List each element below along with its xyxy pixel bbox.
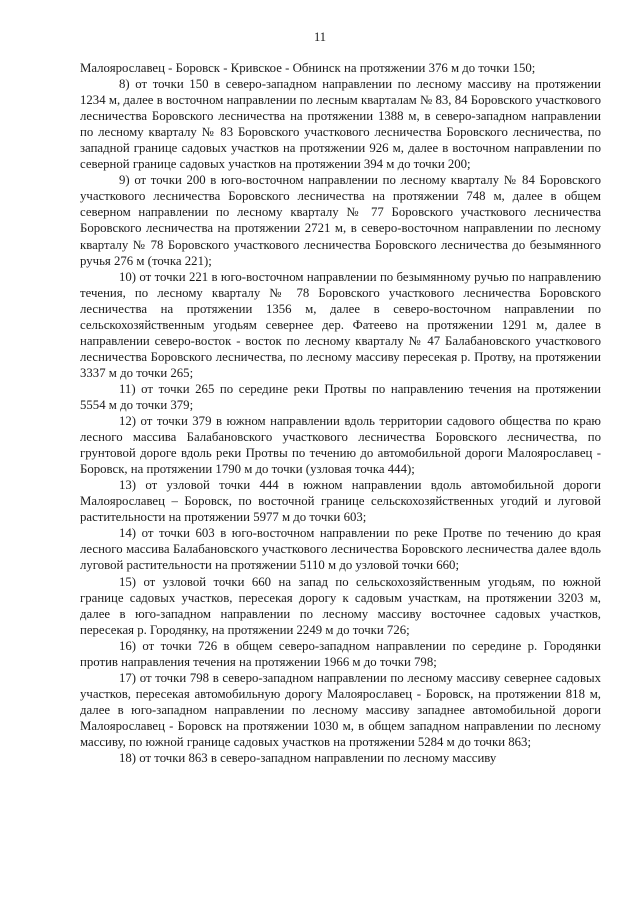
- paragraph-item-18: 18) от точки 863 в северо-западном направлении по лесному массиву: [119, 751, 497, 766]
- paragraph-item-10: 10) от точки 221 в юго-восточном направлении по безымянному ручью по направлению течения, по лесному кварталу № 78 Боровского участкового лесничества Боровского лесничества на протяжении 1356 м, далее в северо-восточном направлении по сельскохозяйственным угодьям севернее дер. Фатеево на протяжении 1291 м, далее в направлении северо-восток - восток по лесному кварталу № 47 Балабановского участкового лесничества Боровского лесничества, по лесному массиву пересекая р. Протву, на протяжении 3337 м до точки 265;: [80, 269, 601, 380]
- page-number: 11: [313, 30, 327, 44]
- paragraph-continuation: Малоярославец - Боровск - Кривское - Обнинск на протяжении 376 м до точки 150;: [80, 61, 536, 75]
- paragraph-item-14: 14) от точки 603 в юго-восточном направлении по реке Протве по течению до края лесного массива Балабановского участкового лесничества Боровского лесничества далее вдоль луговой растительности на протяжении 5110 м до узловой точки 660;: [80, 526, 601, 573]
- paragraph-item-8: 8) от точки 150 в северо-западном направлении по лесному массиву на протяжении 1234 м, далее в восточном направлении по лесным кварталам № 83, 84 Боровского участкового лесничества Боровского лесничества на протяжении 1388 м, в северо-западном направлении по лесному кварталу № 83 Боровского участкового лесничества Боровского лесничества, по западной границе садовых участков на протяжении 926 м, далее в восточном направлении по северной границе садовых участков на протяжении 394 м до точки 200;: [80, 77, 601, 172]
- paragraph-item-16: 16) от точки 726 в общем северо-западном направлении по середине р. Городянки против направления течения на протяжении 1966 м до точки 798;: [80, 638, 601, 669]
- paragraph-item-9: 9) от точки 200 в юго-восточном направлении по лесному кварталу № 84 Боровского участкового лесничества Боровского лесничества на протяжении 748 м, далее в общем северном направлении по лесному кварталу № 77 Боровского участкового лесничества Боровского лесничества на протяжении 2721 м, в северо-восточном направлении по лесному кварталу № 78 Боровского участкового лесничества Боровского лесничества до безымянного ручья 276 м (точка 221);: [80, 173, 601, 268]
- paragraph-item-17: 17) от точки 798 в северо-западном направлении по лесному массиву севернее садовых участков, пересекая автомобильную дорогу Малоярославец - Боровск, на протяжении 818 м, далее в юго-западном направлении по лесному массиву западнее автомобильной дороги Малоярославец - Боровск на протяжении 1030 м, в общем западном направлении по лесному массиву, по южной границе садовых участков на протяжении 5284 м до точки 863;: [80, 670, 601, 749]
- paragraph-item-11: 11) от точки 265 по середине реки Протвы по направлению течения на протяжении 5554 м до точки 379;: [80, 381, 601, 412]
- paragraph-item-15: 15) от узловой точки 660 на запад по сельскохозяйственным угодьям, по южной границе садовых участков, пересекая дорогу к садовым участкам, на протяжении 3203 м, далее в юго-западном направлении по лесному массиву восточнее садовых участков, пересекая р. Городянку, на протяжении 2249 м до точки 726;: [80, 574, 601, 637]
- paragraph-item-13: 13) от узловой точки 444 в южном направлении вдоль автомобильной дороги Малоярославец – Боровск, по восточной границе сельскохозяйственных угодий и луговой растительности на протяжении 5977 м до точки 603;: [80, 478, 601, 525]
- paragraph-item-12: 12) от точки 379 в южном направлении вдоль территории садового общества по краю лесного массива Балабановского участкового лесничества Боровского лесничества, по грунтовой дороге вдоль реки Протвы по течению до автомобильной дороги Малоярославец - Боровск, на протяжении 1790 м до точки (узловая точка 444);: [80, 414, 601, 477]
- document-body: [80, 60, 601, 766]
